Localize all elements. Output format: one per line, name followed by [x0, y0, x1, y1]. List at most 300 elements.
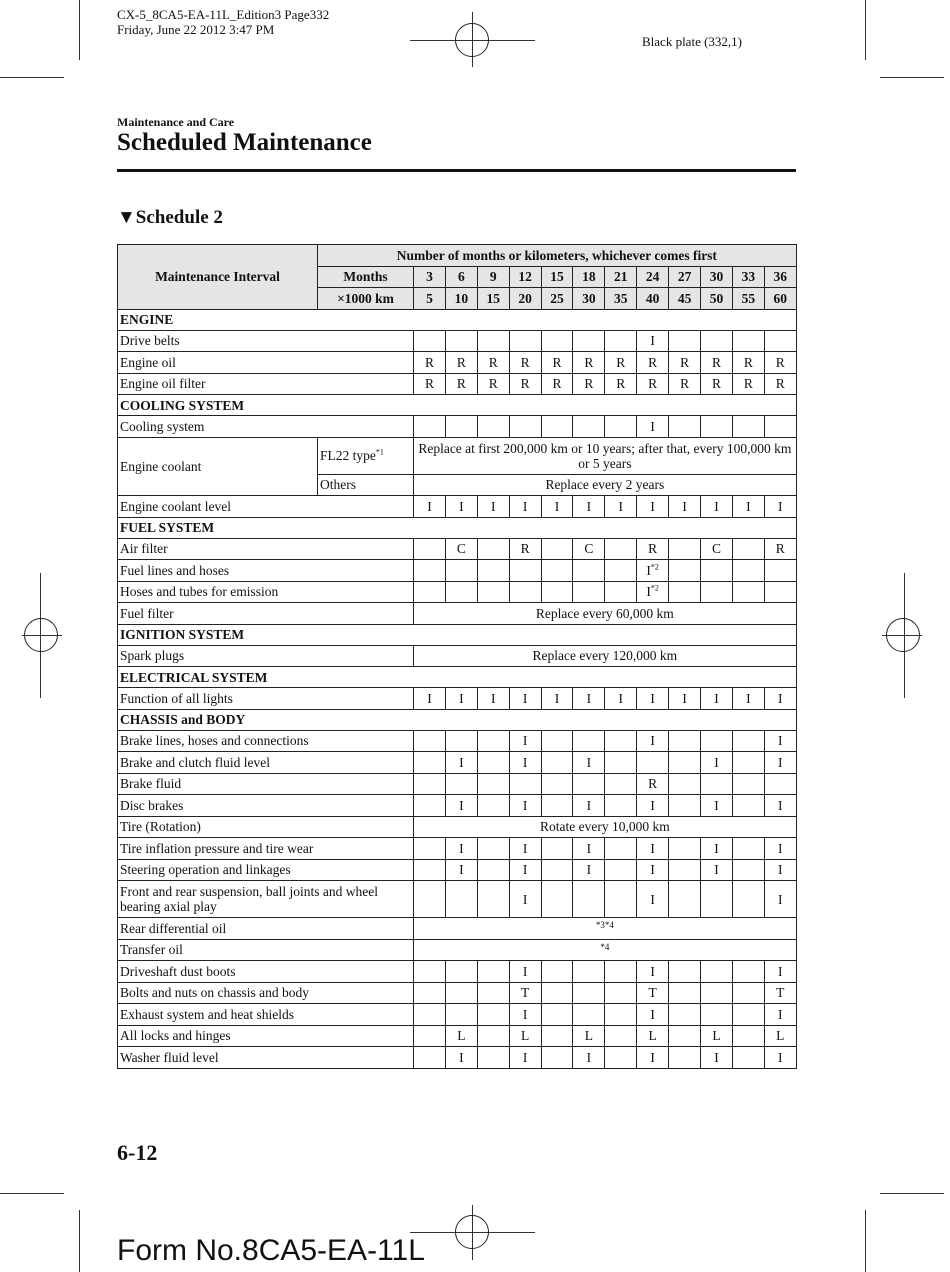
schedule-cell [573, 982, 605, 1004]
schedule-cell: L [701, 1025, 733, 1047]
schedule-cell: I [669, 496, 701, 518]
schedule-cell: L [637, 1025, 669, 1047]
schedule-cell [573, 416, 605, 438]
schedule-cell: R [445, 373, 477, 395]
item-label: Brake lines, hoses and connections [118, 730, 414, 752]
schedule-cell [445, 560, 477, 582]
km-header: 20 [509, 288, 541, 310]
schedule-cell: C [701, 538, 733, 560]
schedule-cell: I [477, 688, 509, 710]
schedule-cell [541, 961, 573, 983]
schedule-cell [701, 416, 733, 438]
table-row [118, 1004, 797, 1026]
schedule-cell [669, 881, 701, 918]
schedule-cell [605, 1004, 637, 1026]
schedule-cell: I [414, 496, 446, 518]
table-row [118, 838, 797, 860]
category-row [118, 395, 797, 416]
schedule-cell [477, 859, 509, 881]
schedule-cell [732, 795, 764, 817]
schedule-cell: I [573, 859, 605, 881]
km-header: 25 [541, 288, 573, 310]
schedule-cell [669, 859, 701, 881]
km-header: 10 [445, 288, 477, 310]
table-row [118, 1047, 797, 1069]
schedule-cell [605, 881, 637, 918]
schedule-cell [732, 838, 764, 860]
schedule-cell: C [573, 538, 605, 560]
item-label: Engine oil [118, 352, 414, 374]
schedule-cell [605, 416, 637, 438]
schedule-cell [477, 416, 509, 438]
category-row [118, 624, 797, 645]
schedule-cell [541, 538, 573, 560]
schedule-cell [414, 730, 446, 752]
schedule-cell [573, 961, 605, 983]
footnote-cell: *4 [414, 939, 797, 961]
schedule-cell [669, 730, 701, 752]
schedule-cell [477, 330, 509, 352]
schedule-cell: I [509, 961, 541, 983]
schedule-cell: I [509, 496, 541, 518]
schedule-cell: I [509, 881, 541, 918]
km-header: 35 [605, 288, 637, 310]
schedule-cell [605, 560, 637, 582]
schedule-cell [669, 1004, 701, 1026]
item-label: Rear differential oil [118, 918, 414, 940]
table-row [118, 645, 797, 667]
schedule-cell [509, 560, 541, 582]
schedule-cell: R [445, 352, 477, 374]
schedule-cell: I [541, 688, 573, 710]
schedule-cell: I [637, 1004, 669, 1026]
month-header: 18 [573, 266, 605, 288]
section-label: Maintenance and Care [117, 115, 235, 129]
schedule-cell: I [573, 838, 605, 860]
table-row [118, 1025, 797, 1047]
item-label: Hoses and tubes for emission [118, 581, 414, 603]
coolant-fl22-text: Replace at first 200,000 km or 10 years; after that, every 100,000 km or 5 years [414, 437, 797, 474]
table-row [118, 961, 797, 983]
schedule-cell: R [605, 373, 637, 395]
schedule-cell: I [445, 752, 477, 774]
schedule-cell [445, 330, 477, 352]
category-row [118, 709, 797, 730]
item-label: Function of all lights [118, 688, 414, 710]
item-label: Washer fluid level [118, 1047, 414, 1069]
schedule-cell [669, 752, 701, 774]
schedule-cell [509, 330, 541, 352]
schedule-cell: I [637, 416, 669, 438]
schedule-cell [732, 752, 764, 774]
schedule-cell: I [445, 838, 477, 860]
schedule-cell [732, 560, 764, 582]
schedule-cell [541, 752, 573, 774]
table-row [118, 581, 797, 603]
schedule-cell [605, 538, 637, 560]
table-row [118, 795, 797, 817]
interval-header: Maintenance Interval [118, 245, 318, 310]
schedule-cell: R [477, 352, 509, 374]
schedule-cell [573, 560, 605, 582]
schedule-span-text: Replace every 120,000 km [414, 645, 797, 667]
schedule-cell: R [637, 373, 669, 395]
schedule-cell: I [509, 1047, 541, 1069]
schedule-cell [764, 773, 796, 795]
schedule-cell [541, 1047, 573, 1069]
schedule-cell [637, 752, 669, 774]
schedule-cell [637, 581, 669, 603]
coolant-type-fl22 [318, 437, 414, 474]
schedule-cell [477, 1047, 509, 1069]
schedule-cell [445, 961, 477, 983]
schedule-cell [764, 560, 796, 582]
schedule-cell: T [509, 982, 541, 1004]
schedule-cell [732, 1047, 764, 1069]
cell-code: I [646, 584, 651, 600]
schedule-cell [732, 330, 764, 352]
schedule-cell [414, 416, 446, 438]
schedule-cell [414, 795, 446, 817]
schedule-cell: I [509, 795, 541, 817]
schedule-cell: I [445, 859, 477, 881]
category-label: IGNITION SYSTEM [118, 624, 797, 645]
item-label: Air filter [118, 538, 414, 560]
schedule-cell [541, 581, 573, 603]
footnote-cell: *3*4 [414, 918, 797, 940]
schedule-cell [477, 730, 509, 752]
schedule-cell: R [732, 352, 764, 374]
schedule-cell: I [637, 881, 669, 918]
km-header: 60 [764, 288, 796, 310]
schedule-cell: R [509, 352, 541, 374]
schedule-cell [445, 773, 477, 795]
schedule-cell: R [732, 373, 764, 395]
schedule-cell: I [732, 688, 764, 710]
schedule-cell [573, 330, 605, 352]
schedule-cell [764, 581, 796, 603]
schedule-cell: I [764, 1004, 796, 1026]
schedule-cell [764, 416, 796, 438]
cell-code: I [646, 562, 651, 578]
schedule-cell: I [541, 496, 573, 518]
schedule-cell [414, 1004, 446, 1026]
schedule-cell: I [637, 330, 669, 352]
schedule-cell [669, 1047, 701, 1069]
schedule-cell: I [573, 1047, 605, 1069]
schedule-cell: I [764, 881, 796, 918]
schedule-cell [541, 416, 573, 438]
schedule-cell: R [669, 373, 701, 395]
item-label: Engine coolant level [118, 496, 414, 518]
schedule-cell [414, 838, 446, 860]
km-header: 55 [732, 288, 764, 310]
schedule-cell [509, 416, 541, 438]
table-row [118, 918, 797, 940]
schedule-cell [445, 1004, 477, 1026]
schedule-cell [701, 560, 733, 582]
schedule-cell [477, 581, 509, 603]
table-row [118, 352, 797, 374]
schedule-cell [701, 982, 733, 1004]
schedule-cell [701, 330, 733, 352]
schedule-cell: I [637, 730, 669, 752]
schedule-cell: L [509, 1025, 541, 1047]
category-label: CHASSIS and BODY [118, 709, 797, 730]
schedule-cell: I [637, 838, 669, 860]
table-row [118, 416, 797, 438]
schedule-cell [414, 581, 446, 603]
item-label: Drive belts [118, 330, 414, 352]
schedule-cell [414, 982, 446, 1004]
schedule-cell [414, 881, 446, 918]
footnote-ref: *2 [650, 562, 659, 572]
category-label: ENGINE [118, 309, 797, 330]
schedule-cell [732, 859, 764, 881]
coolant-type-label: FL22 type [320, 448, 376, 463]
table-row [118, 560, 797, 582]
schedule-cell: R [764, 373, 796, 395]
table-row [118, 859, 797, 881]
month-header: 12 [509, 266, 541, 288]
schedule-cell [414, 752, 446, 774]
table-row [118, 330, 797, 352]
category-row [118, 517, 797, 538]
schedule-cell [414, 1025, 446, 1047]
item-label: Tire inflation pressure and tire wear [118, 838, 414, 860]
schedule-cell: I [445, 688, 477, 710]
schedule-cell [605, 752, 637, 774]
schedule-cell: L [445, 1025, 477, 1047]
item-label: Fuel lines and hoses [118, 560, 414, 582]
schedule-cell [605, 982, 637, 1004]
schedule-cell [541, 773, 573, 795]
schedule-cell: I [637, 1047, 669, 1069]
month-header: 24 [637, 266, 669, 288]
schedule-cell: T [637, 982, 669, 1004]
maintenance-schedule-table [117, 244, 797, 1069]
item-label: Spark plugs [118, 645, 414, 667]
schedule-cell [541, 838, 573, 860]
schedule-cell: R [764, 538, 796, 560]
month-header: 3 [414, 266, 446, 288]
table-row [118, 816, 797, 838]
schedule-cell: I [573, 795, 605, 817]
coolant-others-text: Replace every 2 years [414, 474, 797, 496]
plate-label: Black plate (332,1) [642, 34, 742, 49]
schedule-cell: I [764, 961, 796, 983]
footnote-ref: *1 [375, 447, 384, 457]
item-label: All locks and hinges [118, 1025, 414, 1047]
schedule-cell [477, 752, 509, 774]
schedule-cell [669, 982, 701, 1004]
schedule-cell [541, 330, 573, 352]
km-label: ×1000 km [318, 288, 414, 310]
schedule-cell: I [445, 1047, 477, 1069]
schedule-cell: R [573, 373, 605, 395]
schedule-cell [732, 416, 764, 438]
schedule-cell [732, 961, 764, 983]
schedule-cell [669, 416, 701, 438]
schedule-cell [605, 838, 637, 860]
table-row [118, 373, 797, 395]
table-row [118, 939, 797, 961]
schedule-cell: I [637, 961, 669, 983]
km-header: 50 [701, 288, 733, 310]
month-header: 33 [732, 266, 764, 288]
schedule-cell: I [605, 688, 637, 710]
schedule-cell: R [637, 773, 669, 795]
schedule-cell: I [573, 752, 605, 774]
km-header: 40 [637, 288, 669, 310]
table-row [118, 752, 797, 774]
schedule-cell [477, 560, 509, 582]
item-label: Brake fluid [118, 773, 414, 795]
schedule-cell [605, 961, 637, 983]
table-row [118, 773, 797, 795]
schedule-cell: I [573, 688, 605, 710]
schedule-cell [541, 1004, 573, 1026]
schedule-cell: I [701, 752, 733, 774]
schedule-cell [414, 538, 446, 560]
schedule-cell [605, 795, 637, 817]
km-header: 5 [414, 288, 446, 310]
schedule-cell: I [414, 688, 446, 710]
schedule-cell [732, 1004, 764, 1026]
item-label: Engine coolant [118, 437, 318, 496]
schedule-cell: I [509, 730, 541, 752]
schedule-cell: I [764, 730, 796, 752]
schedule-cell: I [701, 496, 733, 518]
schedule-cell: R [669, 352, 701, 374]
schedule-cell: L [764, 1025, 796, 1047]
schedule-cell [669, 581, 701, 603]
schedule-cell [573, 1004, 605, 1026]
category-row [118, 667, 797, 688]
schedule-cell: R [541, 373, 573, 395]
span-header: Number of months or kilometers, whichever comes first [318, 245, 797, 267]
schedule-cell: T [764, 982, 796, 1004]
schedule-cell [414, 859, 446, 881]
schedule-cell [541, 881, 573, 918]
table-row [118, 437, 797, 474]
schedule-cell: I [509, 1004, 541, 1026]
schedule-cell [701, 881, 733, 918]
table-row [118, 730, 797, 752]
doc-id: CX-5_8CA5-EA-11L_Edition3 Page332 [117, 7, 330, 22]
schedule-cell [477, 1004, 509, 1026]
item-label: Brake and clutch fluid level [118, 752, 414, 774]
schedule-cell [669, 538, 701, 560]
category-label: ELECTRICAL SYSTEM [118, 667, 797, 688]
item-label: Exhaust system and heat shields [118, 1004, 414, 1026]
schedule-cell [637, 560, 669, 582]
schedule-cell [732, 538, 764, 560]
km-header: 45 [669, 288, 701, 310]
schedule-cell: I [764, 838, 796, 860]
schedule-cell [701, 961, 733, 983]
schedule-cell [414, 560, 446, 582]
schedule-cell [445, 416, 477, 438]
schedule-cell: R [509, 373, 541, 395]
schedule-cell [541, 982, 573, 1004]
schedule-cell: I [764, 795, 796, 817]
subsection-title: ▼Schedule 2 [117, 207, 223, 228]
schedule-cell: I [701, 838, 733, 860]
schedule-cell [732, 881, 764, 918]
month-header: 15 [541, 266, 573, 288]
schedule-cell [509, 773, 541, 795]
schedule-cell: I [637, 688, 669, 710]
print-date: Friday, June 22 2012 3:47 PM [117, 22, 275, 37]
schedule-cell [445, 730, 477, 752]
schedule-cell [701, 1004, 733, 1026]
km-header: 15 [477, 288, 509, 310]
item-label: Steering operation and linkages [118, 859, 414, 881]
schedule-cell: I [509, 752, 541, 774]
schedule-cell [669, 838, 701, 860]
category-label: COOLING SYSTEM [118, 395, 797, 416]
schedule-cell: I [573, 496, 605, 518]
table-row [118, 603, 797, 625]
schedule-cell: R [541, 352, 573, 374]
schedule-cell [732, 1025, 764, 1047]
page-title: Scheduled Maintenance [117, 129, 372, 156]
schedule-cell [669, 330, 701, 352]
schedule-cell [477, 538, 509, 560]
page-number: 6-12 [117, 1140, 158, 1165]
schedule-cell [477, 1025, 509, 1047]
table-row [118, 496, 797, 518]
schedule-cell [701, 581, 733, 603]
item-label: Bolts and nuts on chassis and body [118, 982, 414, 1004]
km-header: 30 [573, 288, 605, 310]
table-row [118, 881, 797, 918]
schedule-cell: I [509, 688, 541, 710]
schedule-cell [669, 795, 701, 817]
month-header: 9 [477, 266, 509, 288]
schedule-cell: I [701, 859, 733, 881]
schedule-cell [732, 982, 764, 1004]
schedule-cell [477, 773, 509, 795]
schedule-cell: I [669, 688, 701, 710]
schedule-cell: R [477, 373, 509, 395]
schedule-cell [573, 773, 605, 795]
schedule-cell: I [701, 795, 733, 817]
schedule-cell [414, 330, 446, 352]
schedule-cell [605, 859, 637, 881]
schedule-cell: I [477, 496, 509, 518]
schedule-cell [477, 795, 509, 817]
schedule-cell [573, 581, 605, 603]
item-label: Front and rear suspension, ball joints and wheel bearing axial play [118, 881, 414, 918]
schedule-cell [477, 961, 509, 983]
item-label: Cooling system [118, 416, 414, 438]
schedule-cell: I [764, 859, 796, 881]
schedule-cell: R [414, 373, 446, 395]
header-row-1 [118, 245, 797, 267]
schedule-cell [541, 795, 573, 817]
print-header [117, 7, 329, 37]
schedule-cell [541, 859, 573, 881]
schedule-cell: R [637, 352, 669, 374]
schedule-cell [669, 773, 701, 795]
schedule-cell [541, 730, 573, 752]
item-label: Disc brakes [118, 795, 414, 817]
schedule-cell [669, 560, 701, 582]
month-header: 21 [605, 266, 637, 288]
schedule-cell [701, 730, 733, 752]
